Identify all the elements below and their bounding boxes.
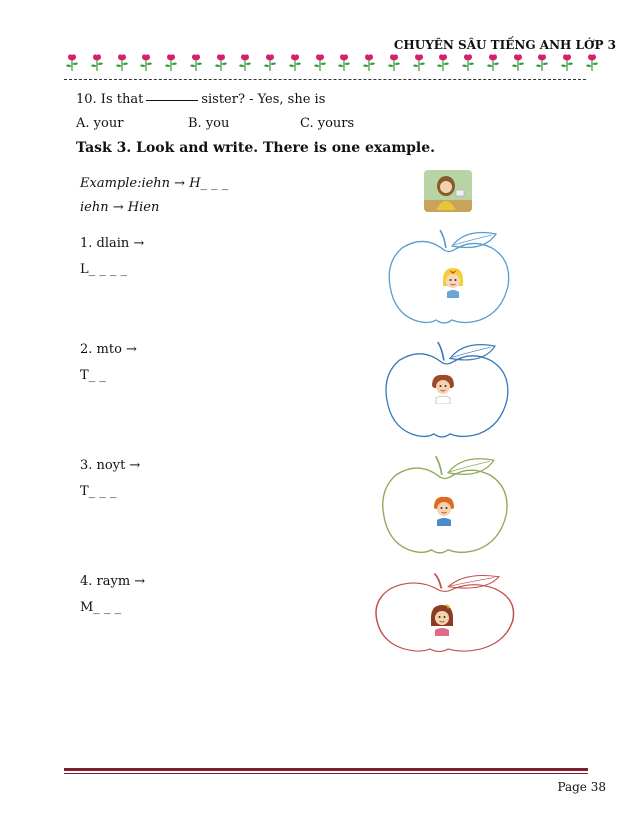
flower-icon: [287, 52, 303, 72]
flower-icon: [163, 52, 179, 72]
option-a: A. your: [76, 116, 124, 131]
header-divider: [64, 79, 586, 80]
question-10-suffix: sister? - Yes, she is: [201, 92, 326, 107]
item-4-answer[interactable]: M_ _ _: [80, 600, 122, 615]
flower-icon: [336, 52, 352, 72]
flower-icon: [64, 52, 80, 72]
flower-icon: [89, 52, 105, 72]
item-2-prompt: 2. mto →: [80, 342, 137, 357]
flower-border: [64, 52, 600, 74]
item-1-prompt: 1. dlain →: [80, 236, 145, 251]
flower-icon: [386, 52, 402, 72]
flower-icon: [435, 52, 451, 72]
flower-icon: [534, 52, 550, 72]
option-b: B. you: [188, 116, 230, 131]
flower-icon: [584, 52, 600, 72]
question-10-prefix: 10. Is that: [76, 92, 144, 107]
flower-icon: [213, 52, 229, 72]
flower-icon: [411, 52, 427, 72]
girl-blonde-face: [440, 266, 466, 298]
item-1-answer[interactable]: L_ _ _ _: [80, 262, 128, 277]
boy-brown-hair-face: [428, 372, 458, 404]
answer-blank[interactable]: [146, 100, 198, 101]
girl-brown-hair-face: [428, 602, 456, 636]
item-3-prompt: 3. noyt →: [80, 458, 141, 473]
boy-ginger-hair-face: [430, 494, 458, 526]
footer-divider-thin: [64, 773, 588, 774]
flower-icon: [237, 52, 253, 72]
page-number: Page 38: [557, 780, 606, 794]
flower-icon: [361, 52, 377, 72]
example-line-1: Example:iehn → H_ _ _: [80, 176, 229, 191]
example-line-2: iehn → Hien: [80, 200, 160, 215]
item-4-prompt: 4. raym →: [80, 574, 146, 589]
flower-icon: [460, 52, 476, 72]
flower-icon: [559, 52, 575, 72]
flower-icon: [262, 52, 278, 72]
flower-icon: [312, 52, 328, 72]
flower-icon: [188, 52, 204, 72]
example-picture: [424, 170, 472, 212]
question-10: [76, 92, 325, 107]
flower-icon: [114, 52, 130, 72]
option-c: C. yours: [300, 116, 355, 131]
footer-divider-thick: [64, 768, 588, 771]
flower-icon: [485, 52, 501, 72]
flower-icon: [138, 52, 154, 72]
item-2-answer[interactable]: T_ _: [80, 368, 106, 383]
task-title: Task 3. Look and write. There is one example.: [76, 140, 436, 156]
item-3-answer[interactable]: T_ _ _: [80, 484, 117, 499]
header-title: CHUYÊN SÂU TIẾNG ANH LỚP 3: [393, 38, 616, 52]
flower-icon: [510, 52, 526, 72]
